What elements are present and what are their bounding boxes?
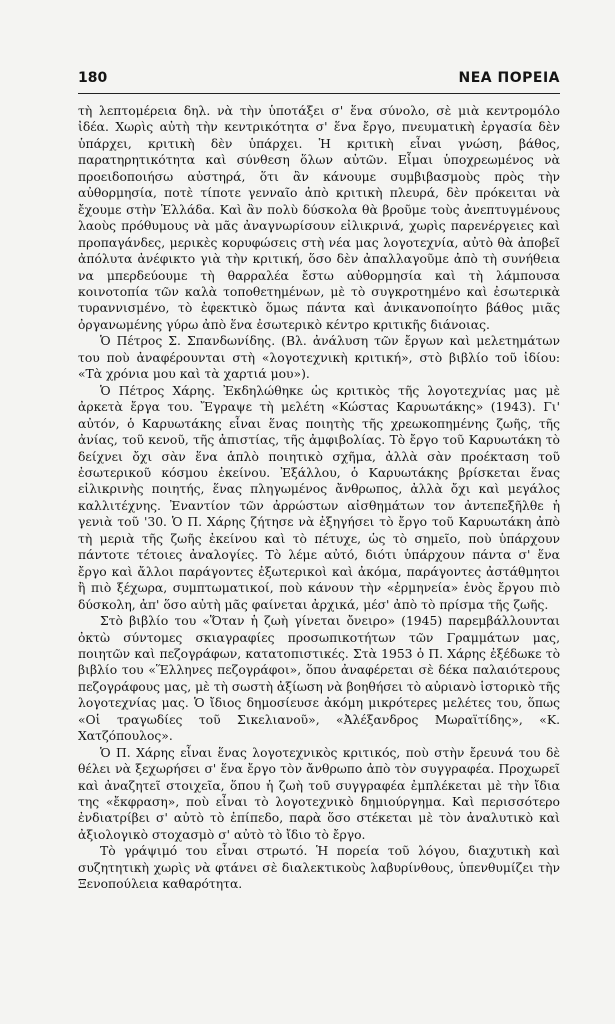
paragraph: Ὁ Πέτρος Χάρης. Ἐκδηλώθηκε ὡς κριτικὸς τῆς λογοτεχνίας μας μὲ ἀρκετὰ ἔργα του. Ἔγραψε τὴ μελέτη «Κώστας Καρυωτάκης» (1943). Γι' αὐτόν, ὁ Καρυωτάκης εἶναι ἕνας ποιητὴς τῆς χρεωκοπημένης ζωῆς, τῆς ἀνίας, τοῦ κενοῦ, τῆς ἀπιστίας, τῆς ἀμφιβολίας. Τὸ ἔργο τοῦ Καρυωτάκη τὸ δείχνει ὄχι σὰν ἕνα ἁπλὸ ποιητικὸ σχῆμα, ἀλλὰ σὰν προέκταση τοῦ ἐσωτερικοῦ κόσμου ἐκείνου. Ἐξάλλου, ὁ Καρυωτάκης βρίσκεται ἕνας εἰλικρινὴς ποιητής, ἕνας πληγωμένος ἄνθρωπος, ἀλλὰ ὄχι καὶ μεγάλος καλλιτέχνης. Ἐναντίον τῶν ἀρρώστων αἰσθημάτων τον ἀντεπεξῆλθε ἡ γενιὰ τοῦ '30. Ὁ Π. Χάρης ζήτησε νὰ ἐξηγήσει τὸ ἔργο τοῦ Καρυωτάκη ἀπὸ τὴ μεριὰ τῆς ζωῆς ἐκείνου καὶ τὸ πέτυχε, ὡς τὸ σημεῖο, ποὺ ὑπάρχουν πάντοτε τέτοιες ἀναλογίες. Τὸ λέμε αὐτό, διότι ὑπάρχουν πάντα σ' ἕνα ἔργο καὶ ἄλλοι παράγοντες ἐξωτερικοὶ καὶ ἀκόμα, παράγοντες ἀστάθμητοι ἢ πιὸ ξέχωρα, συμπτωματικοί, ποὺ κάνουν τὴν «ἑρμηνεία» ἑνὸς ἔργου πιὸ δύσκολη, ἀπ' ὅσο αὐτὴ μᾶς φαίνεται ἀρχικά, μέσ' ἀπὸ τὸ πρίσμα τῆς ζωῆς. (78, 383, 560, 612)
page-number: 180 (78, 70, 108, 86)
paragraph: Ὁ Πέτρος Σ. Σπανδωνίδης. (Βλ. ἀνάλυση τῶν ἔργων καὶ μελετημάτων του ποὺ ἀναφέρουνται στὴ «λογοτεχνικὴ κριτική», στὸ βιβλίο τοῦ ἰδίου: «Τὰ χρόνια μου καὶ τὰ χαρτιά μου»). (78, 334, 560, 382)
journal-title: ΝΕΑ ΠΟΡΕΙΑ (458, 70, 560, 86)
paragraph: Τὸ γράψιμό του εἶναι στρωτό. Ἡ πορεία τοῦ λόγου, διαχυτικὴ καὶ συζητητικὴ χωρὶς νὰ φτάνει σὲ διαλεκτικοὺς λαβυρίνθους, ὑπενθυμίζει τὴν Ξενοπούλεια καθαρότητα. (78, 844, 560, 892)
paragraph: Στὸ βιβλίο του «Ὅταν ἡ ζωὴ γίνεται ὄνειρο» (1945) παρεμβάλλουνται ὀκτὼ σύντομες σκιαγραφίες προσωπικοτήτων τῶν Γραμμάτων μας, ποιητῶν καὶ πεζογράφων, κατατοπιστικές. Στὰ 1953 ὁ Π. Χάρης ἐξέδωκε τὸ βιβλίο του «Ἕλληνες πεζογράφοι», ὅπου ἀναφέρεται σὲ δέκα παλαιότερους πεζογράφους μας, μὲ τὴ σωστὴ ἀξίωση νὰ βοηθήσει τὸ αὐριανὸ ἱστορικὸ τῆς λογοτεχνίας μας. Ὁ ἴδιος δημοσίευσε ἀκόμη μικρότερες μελέτες του, ὅπως «Οἱ τραγωδίες τοῦ Σικελιανοῦ», «Ἀλέξανδρος Μωραϊτίδης», «Κ. Χατζόπουλος». (78, 614, 560, 744)
paragraph: τὴ λεπτομέρεια δηλ. νὰ τὴν ὑποτάξει σ' ἕνα σύνολο, σὲ μιὰ κεντρομόλο ἰδέα. Χωρὶς αὐτὴ τὴν κεντρικότητα σ' ἕνα ἔργο, πνευματικὴ ἐργασία δὲν ὑπάρχει, κριτικὴ δὲν ὑπάρχει. Ἡ κριτικὴ εἶναι γνώση, βάθος, παρατηρητικότητα καὶ σύνθεση ὅλων αὐτῶν. Εἶμαι ὑποχρεωμένος νὰ προειδοποιήσω αὐστηρά, ὅτι ἂν κάνουμε συμβιβασμοὺς πρὸς τὴν αὐθορμησία, ποτὲ τίποτε γενναῖο ἀπὸ κριτικὴ πλευρά, δὲν πρόκειται νὰ ἔχουμε στὴν Ἑλλάδα. Καὶ ἂν πολὺ δύσκολα θὰ βροῦμε τοὺς ἀνεπτυγμένους λαοὺς πρόθυμους νὰ μᾶς ἀναγνωρίσουν εἰλικρινά, χωρὶς παρενέργειες καὶ προπαγάνδες, μερικὲς κορυφώσεις στὴ νέα μας λογοτεχνία, αὐτὸ θὰ ἀποβεῖ ἀπόλυτα ἀνέφικτο γιὰ τὴν κριτική, ὅσο δὲν ἀπαλλαγοῦμε ἀπὸ τὴ συνήθεια να μπερδεύουμε τὴ θαρραλέα ἔστω αὐθορμησία καὶ τὴ λάμπουσα κοινοτοπία τῶν καλὰ τοποθετημένων, μὲ τὸ συγκροτημένο καὶ ἐσωτερικὰ τυραννισμένο, τὸ ἐφεκτικὸ ὅμως πάντα καὶ ἀνικανοποίητο βάθος μιᾶς ὀργανωμένης γύρω ἀπὸ ἕνα ἐσωτερικὸ κέντρο κριτικῆς διάνοιας. (78, 104, 560, 332)
paragraph: Ὁ Π. Χάρης εἶναι ἕνας λογοτεχνικὸς κριτικός, ποὺ στὴν ἔρευνά του δὲ θέλει νὰ ξεχωρήσει σ' ἕνα ἔργο τὸν ἄνθρωπο ἀπὸ τὸν συγγραφέα. Προχωρεῖ καὶ ἀναζητεῖ στοιχεῖα, ὅπου ἡ ζωὴ τοῦ συγγραφέα ἐμπλέκεται μὲ τὴν ἴδια της «ἔκφραση», ποὺ εἶναι τὸ λογοτεχνικὸ δημιούργημα. Καὶ περισσότερο ἐνδιατρίβει σ' αὐτὸ τὸ ἐπίπεδο, παρὰ ὅσο στέκεται μὲ τὸν ἀναλυτικὸ καὶ ἀξιολογικὸ στοχασμὸ σ' αὐτὸ τὸ ἴδιο τὸ ἔργο. (78, 745, 560, 842)
header-rule (78, 93, 560, 94)
running-header (78, 70, 560, 92)
article-body (78, 103, 560, 893)
